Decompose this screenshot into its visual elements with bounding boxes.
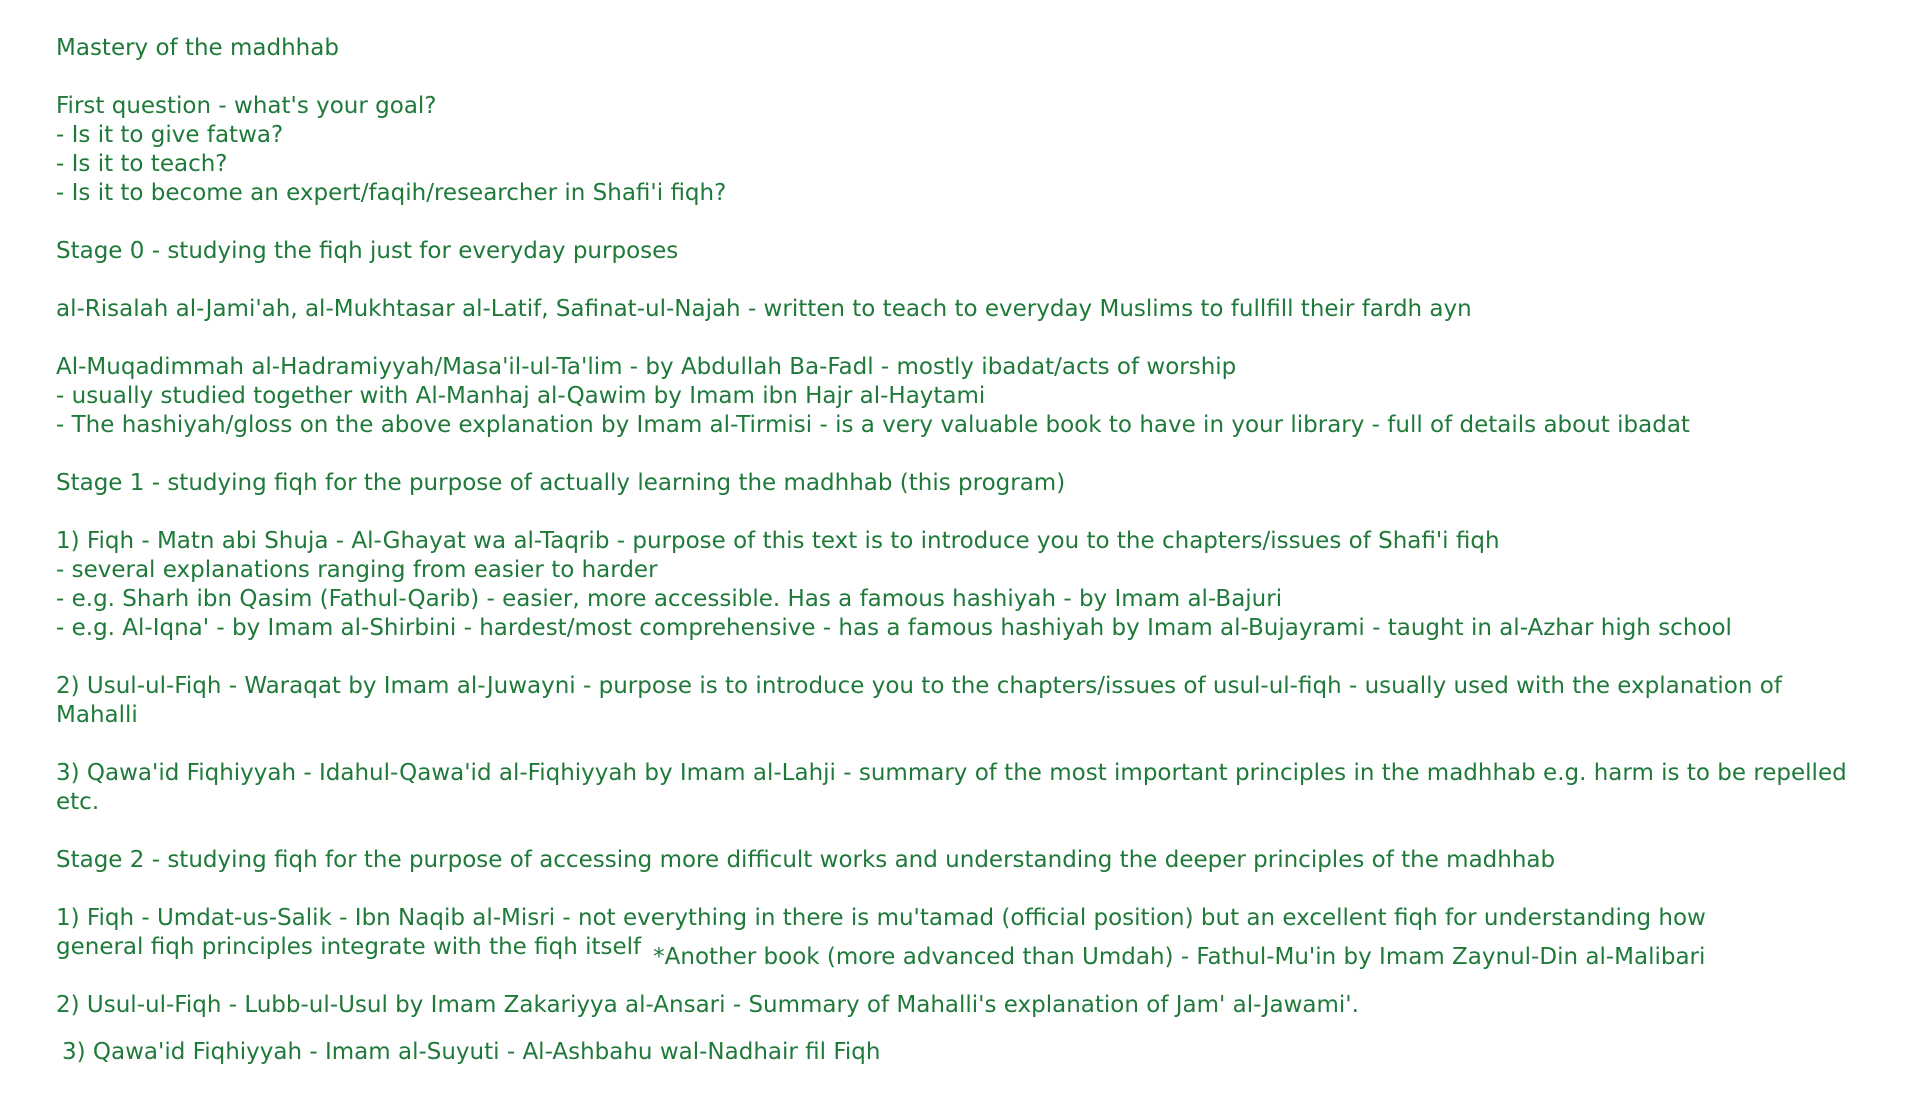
stage-2-qawaid: 3) Qawa'id Fiqhiyyah - Imam al-Suyuti - Al-Ashbahu wal-Nadhair fil Fiqh	[62, 1039, 881, 1065]
stage-1-fiqh-line: 1) Fiqh - Matn abi Shuja - Al-Ghayat wa al-Taqrib - purpose of this text is to introduce you to the chapters/issues of Shafi'i fiqh	[56, 528, 1500, 554]
stage-2-fiqh-note: *Another book (more advanced than Umdah) - Fathul-Mu'in by Imam Zaynul-Din al-Malibari	[653, 944, 1706, 970]
spacer	[56, 1020, 1896, 1038]
goal-item: - Is it to become an expert/faqih/researcher in Shafi'i fiqh?	[56, 180, 727, 206]
spacer	[56, 63, 1896, 92]
spacer	[56, 208, 1896, 237]
stage-2-fiqh-line: 1) Fiqh - Umdat-us-Salik - Ibn Naqib al-Misri - not everything in there is mu'tamad (official position) but an excellent fiqh for understanding how	[56, 905, 1706, 931]
spacer	[56, 266, 1896, 295]
stage-1-fiqh-line: - e.g. Sharh ibn Qasim (Fathul-Qarib) - easier, more accessible. Has a famous hashiyah - by Imam al-Bajuri	[56, 586, 1283, 612]
stage-0-heading: Stage 0 - studying the fiqh just for everyday purposes	[56, 238, 679, 264]
document-title: Mastery of the madhhab	[56, 35, 339, 61]
spacer	[56, 440, 1896, 469]
spacer	[56, 643, 1896, 672]
goal-question: First question - what's your goal?	[56, 93, 437, 119]
goal-item: - Is it to give fatwa?	[56, 122, 284, 148]
spacer	[56, 498, 1896, 527]
spacer	[56, 875, 1896, 904]
spacer	[56, 817, 1896, 846]
stage-1-usul: 2) Usul-ul-Fiqh - Waraqat by Imam al-Juwayni - purpose is to introduce you to the chapters/issues of usul-ul-fiqh - usually used with the explanation of Mahalli	[56, 673, 1782, 728]
stage-0-paragraph: al-Risalah al-Jami'ah, al-Mukhtasar al-Latif, Safinat-ul-Najah - written to teach to everyday Muslims to fullfill their fardh ayn	[56, 296, 1472, 322]
stage-0-book-line: - usually studied together with Al-Manhaj al-Qawim by Imam ibn Hajr al-Haytami	[56, 383, 986, 409]
stage-2-fiqh-line-2: general fiqh principles integrate with the fiqh itself	[56, 934, 642, 960]
stage-1-fiqh-line: - e.g. Al-Iqna' - by Imam al-Shirbini - hardest/most comprehensive - has a famous hashiyah by Imam al-Bujayrami - taught in al-Azhar high school	[56, 615, 1732, 641]
stage-2-fiqh-line-with-note	[56, 933, 1896, 970]
stage-2-usul: 2) Usul-ul-Fiqh - Lubb-ul-Usul by Imam Zakariyya al-Ansari - Summary of Mahalli's explanation of Jam' al-Jawami'.	[56, 992, 1359, 1018]
stage-1-fiqh-line: - several explanations ranging from easier to harder	[56, 557, 658, 583]
stage-1-heading: Stage 1 - studying fiqh for the purpose of actually learning the madhhab (this program)	[56, 470, 1066, 496]
document-body	[56, 34, 1896, 1067]
stage-0-book-line: Al-Muqadimmah al-Hadramiyyah/Masa'il-ul-Ta'lim - by Abdullah Ba-Fadl - mostly ibadat/acts of worship	[56, 354, 1237, 380]
spacer	[56, 324, 1896, 353]
stage-0-book-line: - The hashiyah/gloss on the above explanation by Imam al-Tirmisi - is a very valuable book to have in your library - full of details about ibadat	[56, 412, 1690, 438]
stage-2-heading: Stage 2 - studying fiqh for the purpose of accessing more difficult works and understanding the deeper principles of the madhhab	[56, 847, 1556, 873]
stage-1-qawaid: 3) Qawa'id Fiqhiyyah - Idahul-Qawa'id al-Fiqhiyyah by Imam al-Lahji - summary of the most important principles in the madhhab e.g. harm is to be repelled etc.	[56, 760, 1847, 815]
goal-item: - Is it to teach?	[56, 151, 228, 177]
spacer	[56, 730, 1896, 759]
